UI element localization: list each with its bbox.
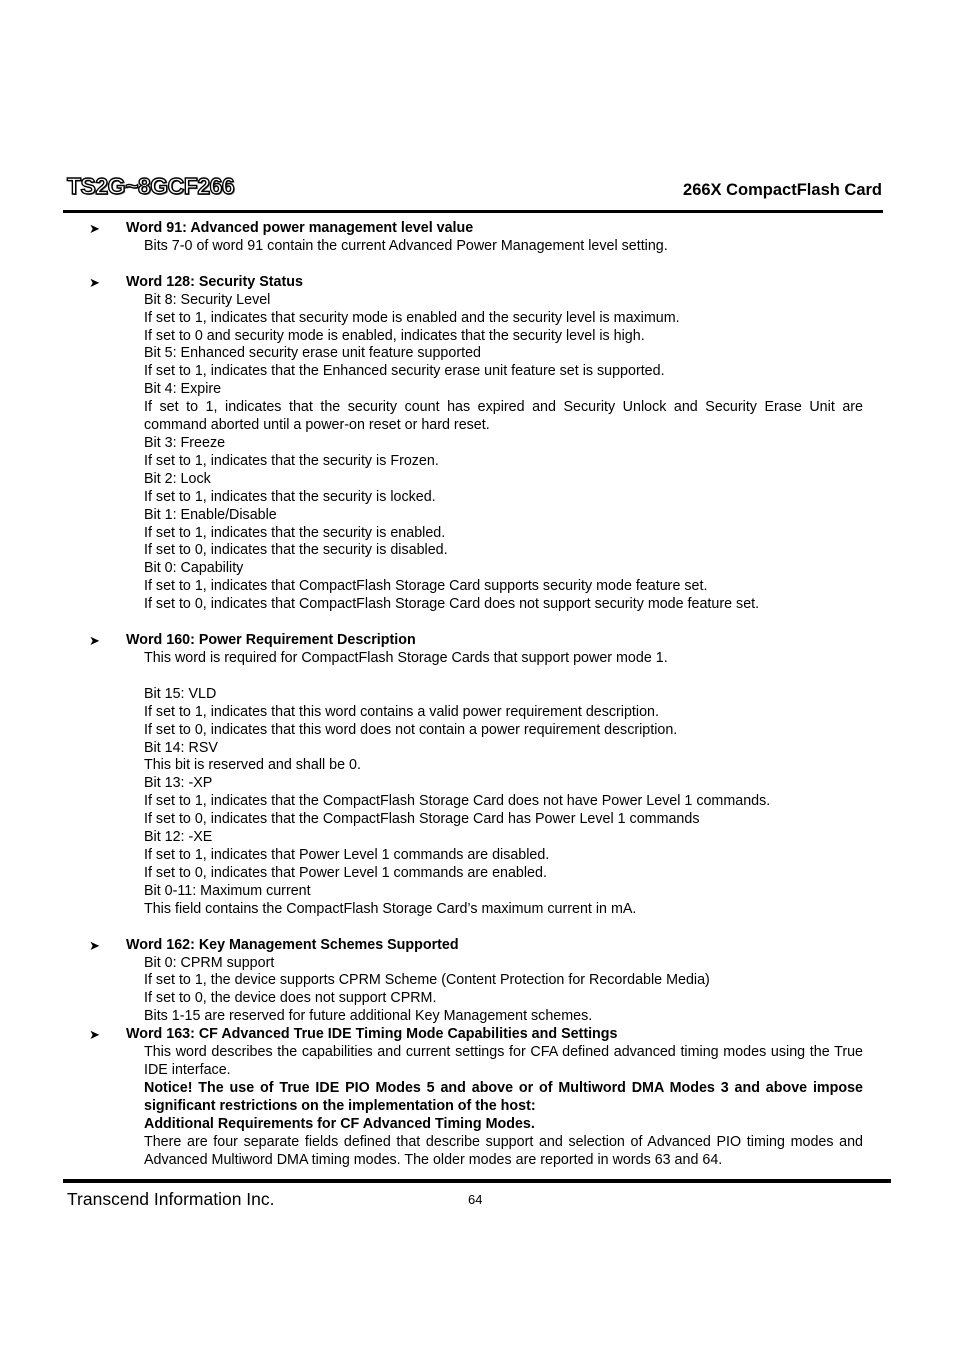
- section-title: Word 160: Power Requirement Description: [126, 632, 416, 649]
- requirements-heading: Additional Requirements for CF Advanced Timing Modes.: [144, 1115, 535, 1132]
- text-line: Bits 7-0 of word 91 contain the current Advanced Power Management level setting.: [144, 237, 668, 254]
- text-line: If set to 1, indicates that the CompactFlash Storage Card does not have Power Level 1 commands.: [144, 793, 771, 810]
- text-line: If set to 1, indicates that the security is locked.: [144, 488, 436, 505]
- text-line: If set to 0, indicates that the CompactFlash Storage Card has Power Level 1 commands: [144, 811, 700, 828]
- text-line: If set to 0, the device does not support CPRM.: [144, 990, 437, 1007]
- text-line: Bit 1: Enable/Disable: [144, 506, 277, 523]
- section-word-163: [0, 1026, 954, 1169]
- text-line: If set to 1, indicates that the security is Frozen.: [144, 452, 439, 469]
- section-word-91: [0, 220, 954, 256]
- section-paragraph: This word describes the capabilities and current settings for CFA defined advanced timing modes using the True IDE interface.: [144, 1044, 863, 1078]
- section-lines: [0, 292, 954, 614]
- doc-subtitle: 266X CompactFlash Card: [683, 181, 882, 199]
- bullet-arrow-icon: ➤: [89, 937, 100, 953]
- text-line: If set to 1, indicates that the Enhanced security erase unit feature set is supported.: [144, 363, 665, 380]
- page-body: [0, 220, 954, 1169]
- section-lines: [0, 955, 954, 1027]
- text-line: Bit 8: Security Level: [144, 291, 271, 308]
- text-line: If set to 1, the device supports CPRM Scheme (Content Protection for Recordable Media): [144, 972, 710, 989]
- text-line: Bit 15: VLD: [144, 685, 217, 702]
- text-line: Bit 0: Capability: [144, 560, 244, 577]
- text-line: If set to 1, indicates that the security count has expired and Security Unlock and Security Erase Unit are command aborted until a power-on reset or hard reset.: [144, 399, 863, 434]
- notice-paragraph: Notice! The use of True IDE PIO Modes 5 and above or of Multiword DMA Modes 3 and above impose significant restrictions on the implementation of the host:: [144, 1079, 863, 1114]
- text-line: Bit 4: Expire: [144, 381, 222, 398]
- doc-title: TS2G~8GCF266: [67, 173, 235, 199]
- section-word-128: [0, 274, 954, 614]
- text-line: Bit 0-11: Maximum current: [144, 882, 311, 899]
- text-line: If set to 0, indicates that CompactFlash Storage Card does not support security mode feature set.: [144, 596, 760, 613]
- section-paragraph: There are four separate fields defined that describe support and selection of Advanced PIO timing modes and Advanced Multiword DMA timing modes. The older modes are reported in words 63 and 64.: [144, 1133, 863, 1168]
- text-line: If set to 1, indicates that security mode is enabled and the security level is maximum.: [144, 309, 680, 326]
- footer-company: Transcend Information Inc.: [67, 1189, 275, 1209]
- text-line: If set to 0, indicates that this word does not contain a power requirement description.: [144, 721, 678, 738]
- section-word-160: [0, 632, 954, 919]
- text-line: Bit 0: CPRM support: [144, 954, 275, 971]
- text-line: Bits 1-15 are reserved for future additional Key Management schemes.: [144, 1008, 593, 1025]
- page-number: 64: [468, 1192, 483, 1207]
- text-line: Bit 3: Freeze: [144, 434, 226, 451]
- section-lines: [0, 238, 954, 256]
- text-line: Bit 12: -XE: [144, 829, 213, 846]
- text-line: Bit 5: Enhanced security erase unit feature supported: [144, 345, 481, 362]
- bullet-arrow-icon: ➤: [89, 221, 100, 236]
- text-line: If set to 0, indicates that the security is disabled.: [144, 542, 448, 559]
- bullet-arrow-icon: ➤: [89, 1027, 100, 1043]
- text-line: Bit 14: RSV: [144, 739, 218, 756]
- text-line: If set to 1, indicates that Power Level 1 commands are disabled.: [144, 847, 550, 863]
- section-word-162: [0, 937, 954, 1027]
- text-line: This field contains the CompactFlash Storage Card’s maximum current in mA.: [144, 900, 637, 917]
- header-rule: [63, 210, 883, 213]
- text-line: If set to 0 and security mode is enabled, indicates that the security level is high.: [144, 327, 645, 344]
- bullet-arrow-icon: ➤: [89, 633, 100, 649]
- footer-rule: [63, 1179, 891, 1183]
- text-line: If set to 1, indicates that the security is enabled.: [144, 524, 446, 541]
- text-line: If set to 0, indicates that Power Level 1 commands are enabled.: [144, 864, 547, 881]
- text-line: Bit 2: Lock: [144, 470, 211, 487]
- section-title: Word 162: Key Management Schemes Supported: [126, 936, 459, 953]
- section-title: Word 91: Advanced power management level value: [126, 220, 474, 236]
- bullet-arrow-icon: ➤: [89, 274, 100, 290]
- section-lines: [0, 686, 954, 919]
- section-intro: This word is required for CompactFlash Storage Cards that support power mode 1.: [144, 649, 668, 666]
- section-title: Word 128: Security Status: [126, 273, 303, 290]
- text-line: This bit is reserved and shall be 0.: [144, 757, 361, 774]
- text-line: Bit 13: -XP: [144, 775, 213, 792]
- text-line: If set to 1, indicates that CompactFlash Storage Card supports security mode feature set.: [144, 578, 708, 595]
- text-line: If set to 1, indicates that this word contains a valid power requirement description.: [144, 703, 659, 720]
- section-title: Word 163: CF Advanced True IDE Timing Mode Capabilities and Settings: [126, 1026, 618, 1043]
